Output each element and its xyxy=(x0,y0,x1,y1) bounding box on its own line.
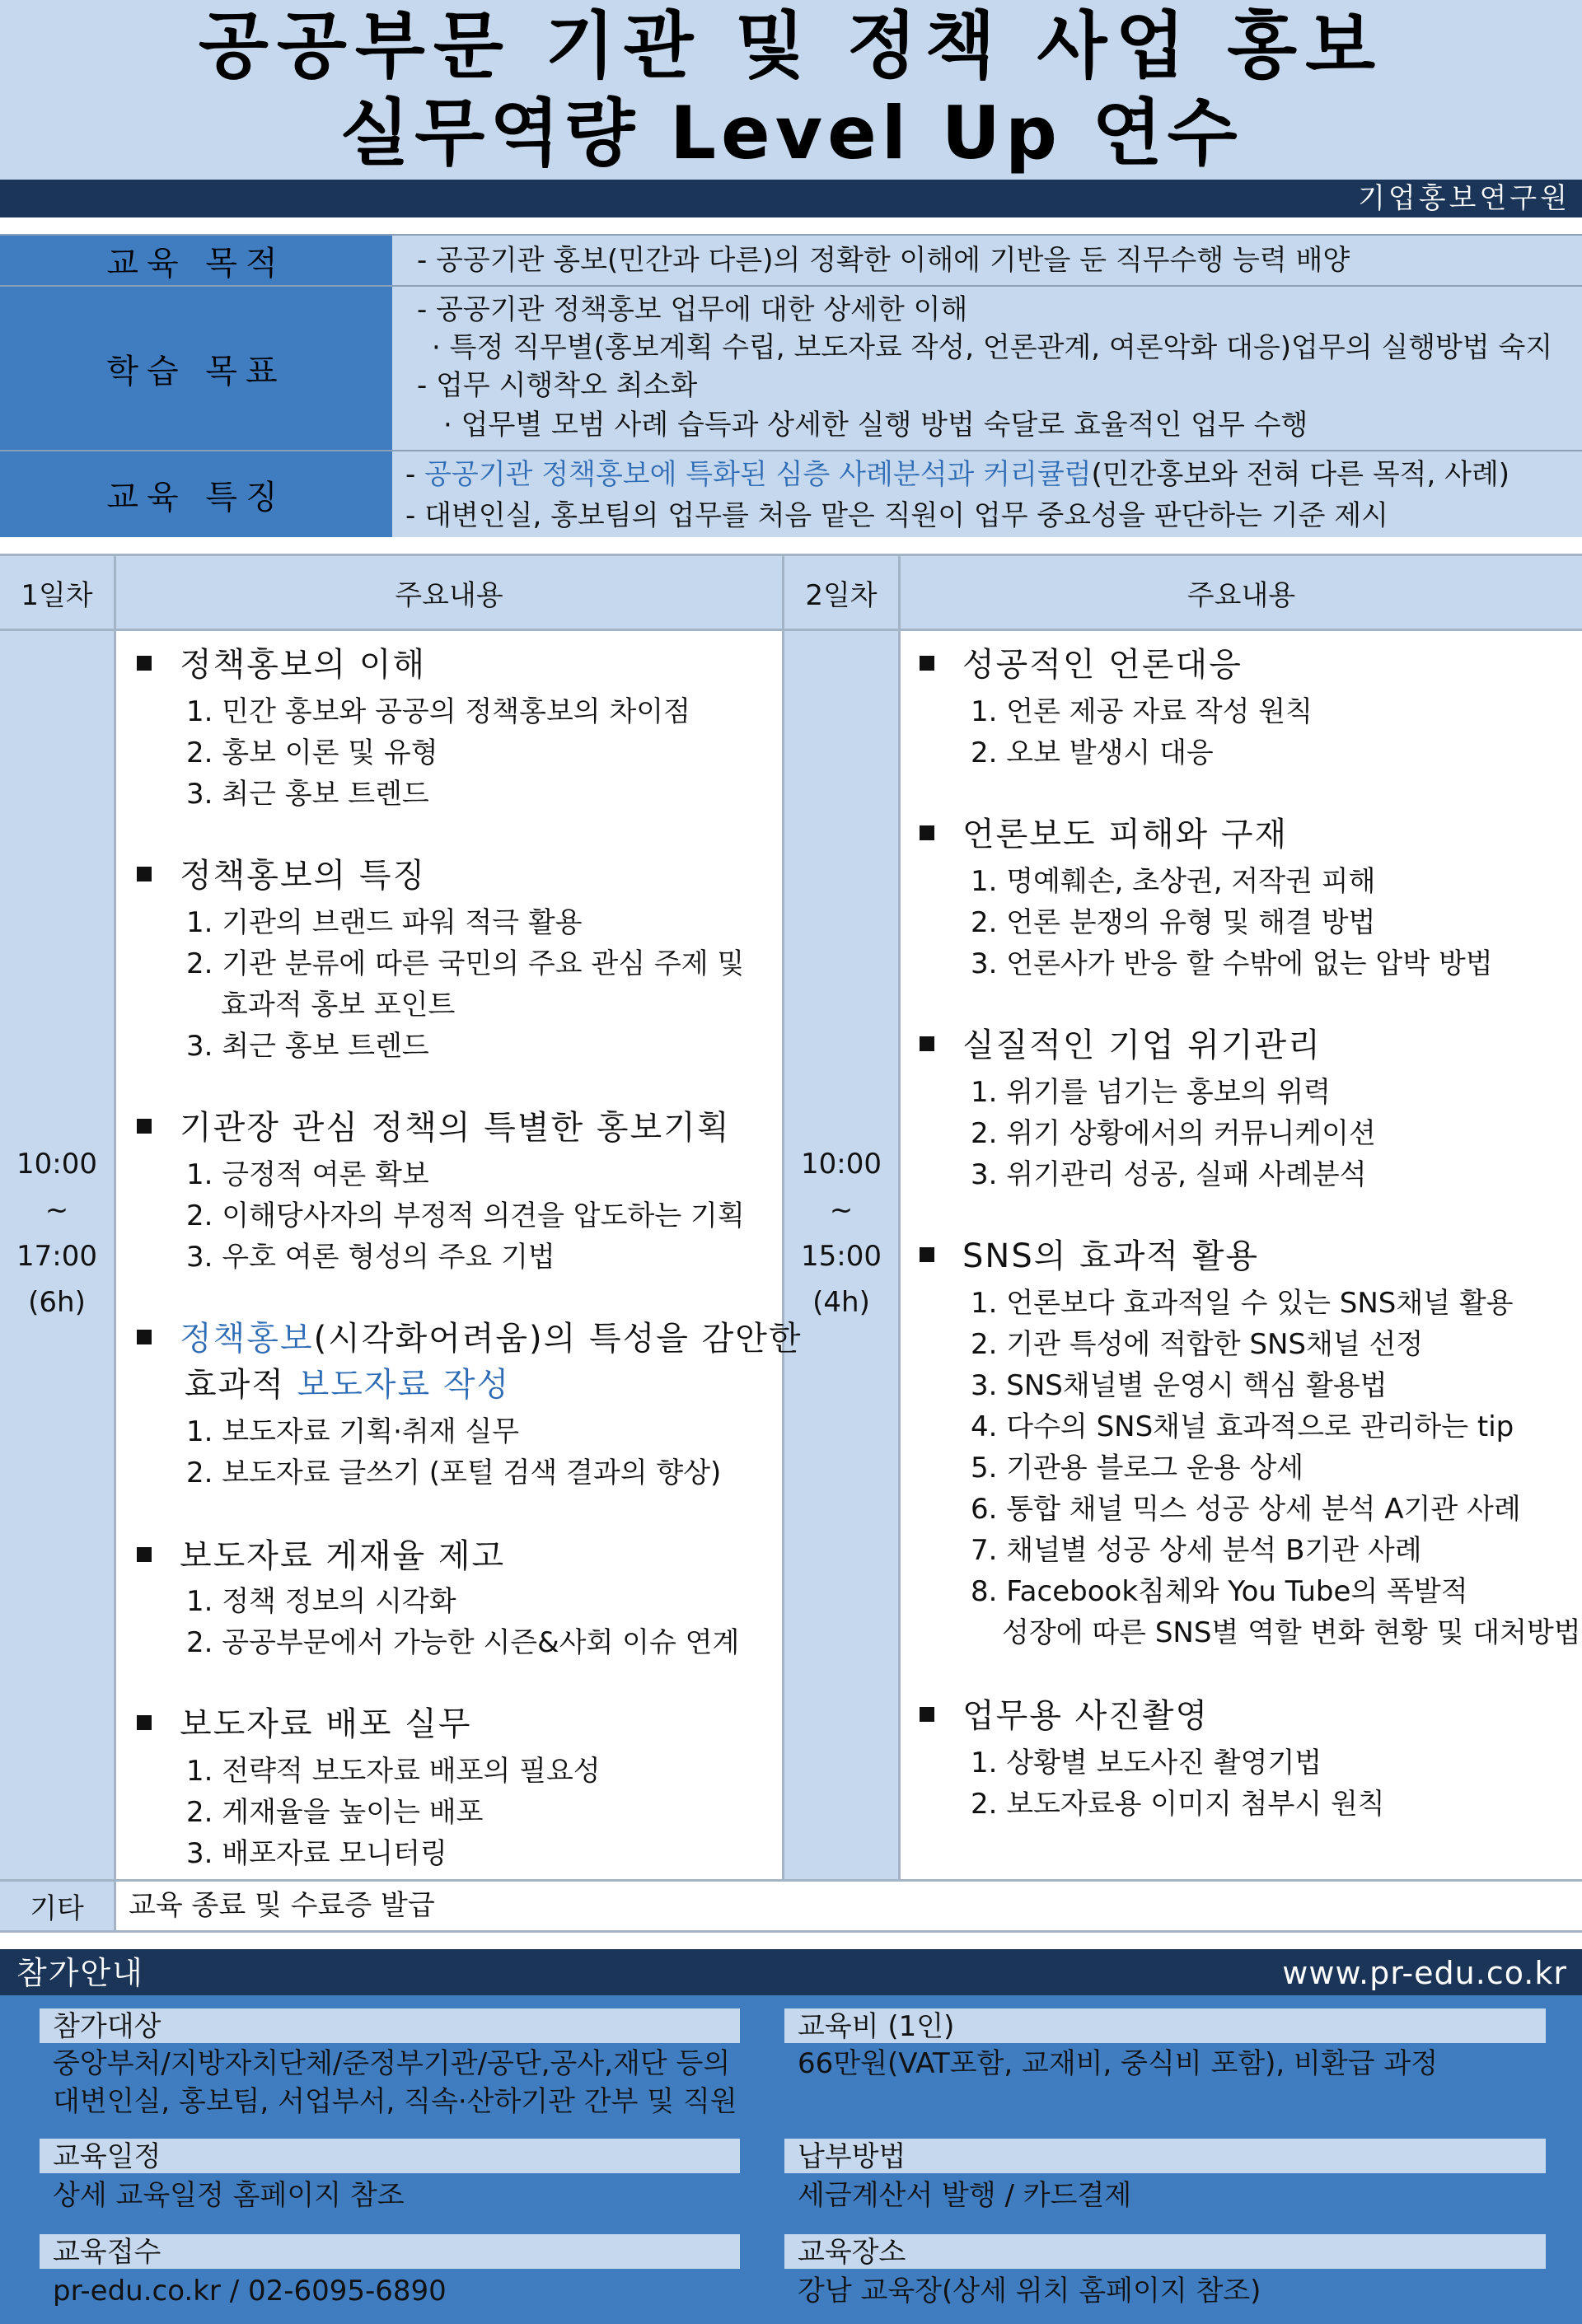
section-title-text: SNS의 효과적 활용 xyxy=(962,1237,1259,1275)
info-table xyxy=(0,234,1582,537)
schedule-label: 교육일정 xyxy=(40,2139,740,2173)
list-item: 3. 최근 홍보 트렌드 xyxy=(186,778,429,811)
goal-line: · 특정 직무별(홍보계획 수립, 보도자료 작성, 언론관계, 여론악화 대응)업무의 실행방법 숙지 xyxy=(432,331,1553,364)
list-item: 1. 민간 홍보와 공공의 정책홍보의 차이점 xyxy=(186,695,690,728)
list-item: 1. 언론보다 효과적일 수 있는 SNS채널 활용 xyxy=(971,1287,1514,1320)
list-item: 1. 전략적 보도자료 배포의 필요성 xyxy=(186,1755,601,1788)
list-item: 1. 상황별 보도사진 촬영기법 xyxy=(971,1747,1322,1779)
goal-body xyxy=(392,287,1582,450)
page-title-line2: 실무역량 Level Up 연수 xyxy=(339,91,1243,175)
day1-time-start: 10:00 xyxy=(16,1148,97,1181)
list-item: 7. 채널별 성공 상세 분석 B기관 사례 xyxy=(971,1534,1422,1567)
list-item: 2. 홍보 이론 및 유형 xyxy=(186,736,438,769)
reception-text: pr-edu.co.kr / 02-6095-6890 xyxy=(53,2275,447,2308)
divider xyxy=(114,1879,116,1930)
org-name: 기업홍보연구원 xyxy=(1358,182,1570,215)
divider xyxy=(782,556,784,1881)
feature-line-1 xyxy=(405,456,1509,493)
list-item: 2. 기관 분류에 따른 국민의 주요 관심 주제 및 xyxy=(186,947,745,980)
website-link[interactable]: www.pr-edu.co.kr xyxy=(1282,1955,1567,1991)
goal-line: - 공공기관 정책홍보 업무에 대한 상세한 이해 xyxy=(417,293,968,326)
bullet-square-icon xyxy=(137,1330,152,1344)
day2-time-end: 15:00 xyxy=(801,1240,882,1273)
bullet-square-icon xyxy=(920,825,934,840)
participation-title: 참가안내 xyxy=(16,1955,144,1991)
schedule-text: 상세 교육일정 홈페이지 참조 xyxy=(53,2179,405,2212)
section-title-text: 언론보도 피해와 구재 xyxy=(962,816,1289,853)
section-title-text: 실질적인 기업 위기관리 xyxy=(962,1026,1322,1064)
list-item: 성장에 따른 SNS별 역할 변화 현황 및 대처방법 xyxy=(1002,1616,1581,1649)
reception-label: 교육접수 xyxy=(40,2234,740,2269)
day2-section-title xyxy=(920,813,1288,856)
day1-section-title-line2 xyxy=(185,1363,510,1406)
payment-text: 세금계산서 발행 / 카드결제 xyxy=(798,2179,1132,2212)
list-item: 4. 다수의 SNS채널 효과적으로 관리하는 tip xyxy=(971,1410,1514,1443)
list-item: 5. 기관용 블로그 운용 상세 xyxy=(971,1452,1304,1485)
venue-text: 강남 교육장(상세 위치 홈페이지 참조) xyxy=(798,2275,1261,2308)
list-item: 2. 오보 발생시 대응 xyxy=(971,736,1214,769)
list-item: 2. 기관 특성에 적합한 SNS채널 선정 xyxy=(971,1328,1424,1361)
list-item: 2. 보도자료 글쓰기 (포털 검색 결과의 향상) xyxy=(186,1457,722,1489)
payment-label: 납부방법 xyxy=(784,2139,1546,2173)
info-row-goal xyxy=(0,285,1582,450)
day1-section-title xyxy=(137,643,426,686)
day1-section-title xyxy=(137,1703,472,1746)
bullet-square-icon xyxy=(137,1715,152,1730)
section-title-text: 정책홍보의 이해 xyxy=(180,646,427,684)
day1-content-header: 주요내용 xyxy=(116,556,782,629)
feature-rest: (민간홍보와 전혀 다른 목적, 사례) xyxy=(1091,458,1510,491)
divider xyxy=(0,1930,1582,1933)
list-item: 3. 언론사가 반응 할 수밖에 없는 압박 방법 xyxy=(971,947,1493,980)
venue-label: 교육장소 xyxy=(784,2234,1546,2269)
bullet-square-icon xyxy=(137,1547,152,1562)
list-item: 2. 보도자료용 이미지 첨부시 원칙 xyxy=(971,1788,1385,1821)
day1-section-title xyxy=(137,1535,505,1578)
bullet-square-icon xyxy=(137,656,152,671)
goal-line: · 업무별 모범 사례 습득과 상세한 실행 방법 숙달로 효율적인 업무 수행 xyxy=(443,409,1308,442)
day1-header: 1일차 xyxy=(0,556,114,629)
feature-line-2: - 대변인실, 홍보팀의 업무를 처음 맡은 직원이 업무 중요성을 판단하는 기준 제시 xyxy=(405,499,1388,532)
section-title-highlight: 보도자료 작성 xyxy=(297,1366,511,1404)
section-title-text: 보도자료 배포 실무 xyxy=(180,1705,472,1743)
day2-section-title xyxy=(920,643,1243,686)
day1-section-title xyxy=(137,1106,730,1149)
divider xyxy=(0,629,1582,631)
day1-duration: (6h) xyxy=(28,1286,86,1319)
list-item: 3. 위기관리 성공, 실패 사례분석 xyxy=(971,1158,1367,1191)
day1-section-title xyxy=(137,1317,803,1360)
feature-highlight: 공공기관 정책홍보에 특화된 심층 사례분석과 커리큘럼 xyxy=(424,458,1092,491)
list-item: 2. 공공부문에서 가능한 시즌&사회 이슈 연계 xyxy=(186,1626,740,1659)
section-title-text: 업무용 사진촬영 xyxy=(962,1697,1210,1735)
list-item: 2. 게재율을 높이는 배포 xyxy=(186,1796,484,1829)
list-item: 2. 위기 상황에서의 커뮤니케이션 xyxy=(971,1117,1376,1150)
section-title-text: 기관장 관심 정책의 특별한 홍보기획 xyxy=(180,1109,731,1147)
info-row-feature xyxy=(0,450,1582,537)
list-item: 1. 보도자료 기획·취재 실무 xyxy=(186,1415,520,1448)
day2-section-title xyxy=(920,1695,1209,1737)
day2-duration: (4h) xyxy=(812,1286,870,1319)
list-item: 2. 언론 분쟁의 유형 및 해결 방법 xyxy=(971,906,1376,939)
feature-body xyxy=(392,451,1582,537)
divider xyxy=(898,556,901,1881)
etc-label: 기타 xyxy=(0,1882,114,1930)
purpose-text: - 공공기관 홍보(민간과 다른)의 정확한 이해에 기반을 둔 직무수행 능력 배양 xyxy=(417,244,1350,277)
divider xyxy=(114,556,116,1881)
goal-label: 학습 목표 xyxy=(0,287,392,450)
section-title-text: 정책홍보의 특징 xyxy=(180,857,427,895)
info-row-purpose xyxy=(0,234,1582,285)
list-item: 3. 최근 홍보 트렌드 xyxy=(186,1030,429,1063)
list-item: 3. SNS채널별 운영시 핵심 활용법 xyxy=(971,1369,1388,1402)
day2-content-header: 주요내용 xyxy=(901,556,1582,629)
section-title-text: 보도자료 게재율 제고 xyxy=(180,1537,506,1575)
bullet-square-icon xyxy=(920,1247,934,1262)
page-title-line1: 공공부문 기관 및 정책 사업 홍보 xyxy=(198,3,1384,88)
participation-section xyxy=(0,1949,1582,2324)
day2-time-cell xyxy=(784,629,898,1881)
list-item: 6. 통합 채널 믹스 성공 상세 분석 A기관 사례 xyxy=(971,1493,1521,1526)
day2-header: 2일차 xyxy=(784,556,898,629)
section-title-text: 효과적 xyxy=(185,1366,297,1404)
list-item: 3. 우호 여론 형성의 주요 기법 xyxy=(186,1241,555,1274)
schedule-table xyxy=(0,554,1582,1933)
list-item: 1. 긍정적 여론 확보 xyxy=(186,1158,429,1191)
fee-label: 교육비 (1인) xyxy=(784,2008,1546,2043)
org-bar xyxy=(0,180,1582,217)
day2-time-sep: ~ xyxy=(829,1194,854,1227)
target-label: 참가대상 xyxy=(40,2008,740,2043)
day2-section-title xyxy=(920,1024,1322,1067)
list-item: 1. 명예훼손, 초상권, 저작권 피해 xyxy=(971,865,1376,898)
bullet-square-icon xyxy=(137,867,152,881)
bullet-square-icon xyxy=(920,656,934,671)
target-text: 대변인실, 홍보팀, 서업부서, 직속·산하기관 간부 및 직원 xyxy=(53,2085,737,2118)
list-item: 3. 배포자료 모니터링 xyxy=(186,1837,447,1870)
day2-time-start: 10:00 xyxy=(801,1148,882,1181)
bullet-square-icon xyxy=(920,1707,934,1722)
feature-label: 교육 특징 xyxy=(0,451,392,537)
purpose-label: 교육 목적 xyxy=(0,236,392,285)
list-item: 2. 이해당사자의 부정적 의견을 압도하는 기획 xyxy=(186,1199,745,1232)
list-item: 1. 위기를 넘기는 홍보의 위력 xyxy=(971,1076,1331,1109)
day1-section-title xyxy=(137,854,426,897)
list-item: 1. 기관의 브랜드 파워 적극 활용 xyxy=(186,906,583,939)
day1-time-sep: ~ xyxy=(44,1194,69,1227)
day1-time-end: 17:00 xyxy=(16,1240,97,1273)
bullet-square-icon xyxy=(920,1036,934,1051)
list-item: 1. 언론 제공 자료 작성 원칙 xyxy=(971,695,1313,728)
section-title-text: 성공적인 언론대응 xyxy=(962,646,1243,684)
list-item: 8. Facebook침체와 You Tube의 폭발적 xyxy=(971,1575,1468,1608)
target-text: 중앙부처/지방자치단체/준정부기관/공단,공사,재단 등의 xyxy=(53,2047,731,2080)
section-title-text: (시각화어려움)의 특성을 감안한 xyxy=(313,1320,803,1358)
day2-section-title xyxy=(920,1235,1259,1278)
purpose-body xyxy=(392,236,1582,285)
section-title-highlight: 정책홍보 xyxy=(180,1320,314,1358)
goal-line: - 업무 시행착오 최소화 xyxy=(417,369,698,402)
list-item: 1. 정책 정보의 시각화 xyxy=(186,1585,456,1618)
etc-text: 교육 종료 및 수료증 발급 xyxy=(129,1889,435,1922)
fee-text: 66만원(VAT포함, 교재비, 중식비 포함), 비환급 과정 xyxy=(798,2047,1439,2080)
day1-time-cell xyxy=(0,629,114,1881)
bullet-square-icon xyxy=(137,1119,152,1134)
feature-prefix: - xyxy=(405,458,425,491)
list-item: 효과적 홍보 포인트 xyxy=(221,989,456,1022)
